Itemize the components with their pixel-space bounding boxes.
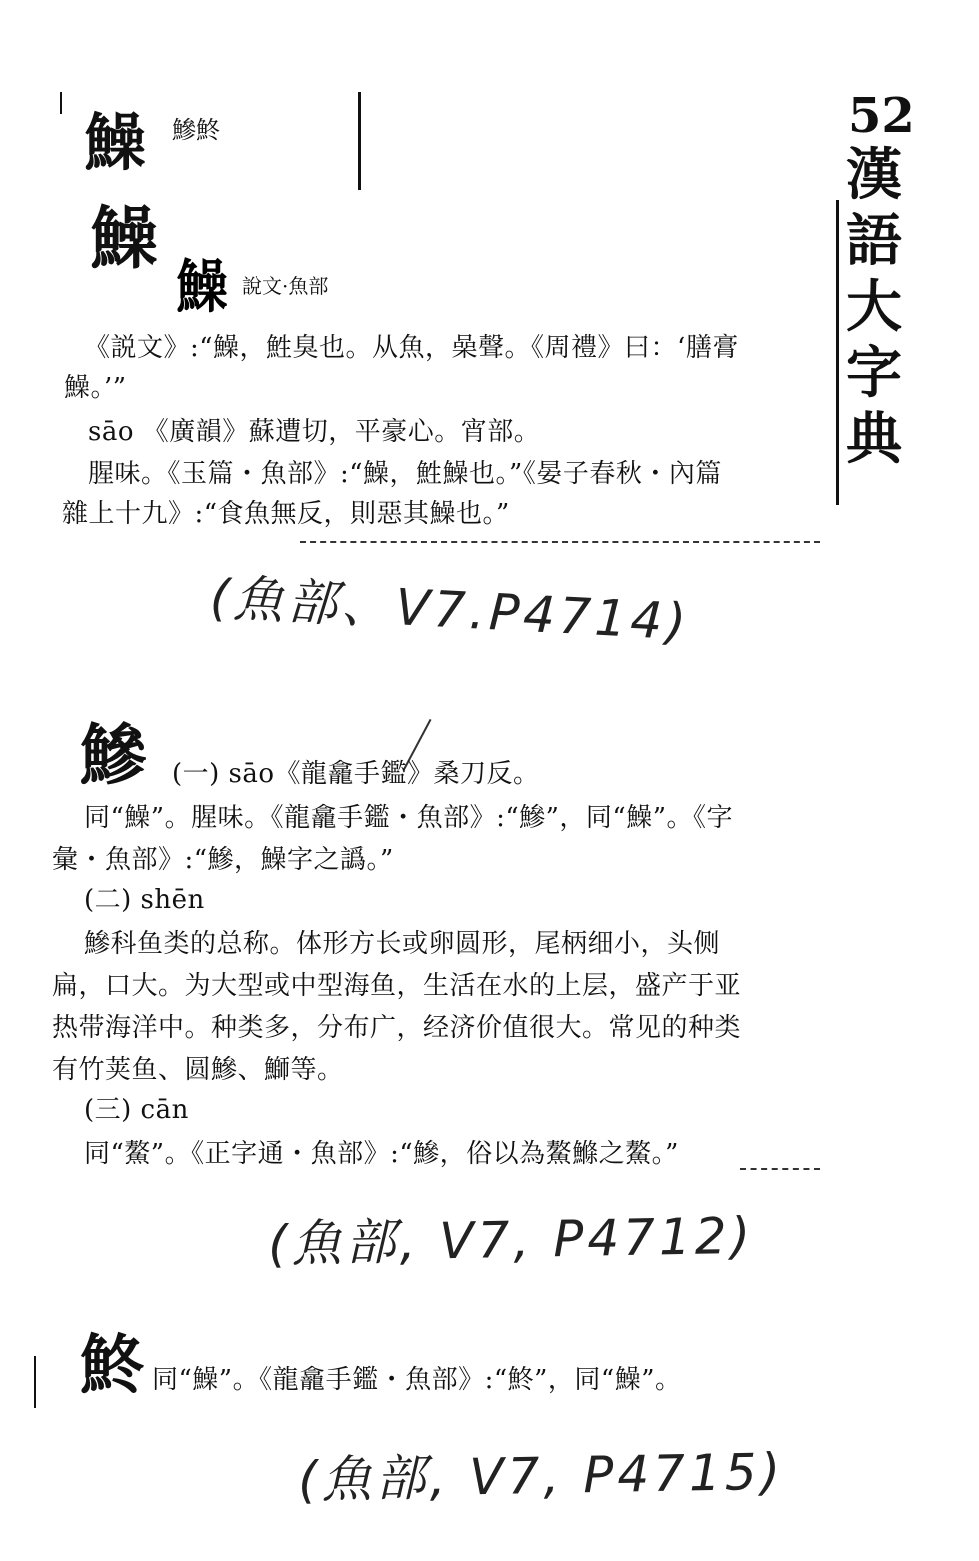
entry2-line: 彙・魚部》:“鰺，鱢字之譌。” <box>52 845 394 875</box>
dictionary-title <box>846 142 902 472</box>
entry1-line: 鱢。’” <box>64 373 127 403</box>
entry1-line: 《説文》:“鱢，鮏臭也。从魚，喿聲。《周禮》曰：‘膳膏 <box>84 333 739 363</box>
title-char: 字 <box>846 340 902 406</box>
entry1-rule <box>300 541 820 543</box>
entry2-reading3: (三) cān <box>84 1095 189 1125</box>
entry2-line: 鰺科鱼类的总称。体形方长或卵圆形，尾柄细小，头侧 <box>84 929 721 959</box>
entry2-line: 有竹荚鱼、圆鰺、鰤等。 <box>52 1055 344 1085</box>
ref-box-right-line <box>358 92 361 190</box>
entry2-rule <box>740 1168 820 1170</box>
entry2-line: 同“鰲”。《正字通・魚部》:“鰺，俗以為鰲鰷之鰲。” <box>84 1139 679 1169</box>
ref-variants: 鰺鮗 <box>172 116 220 144</box>
entry3-head-char: 鮗 <box>80 1328 144 1403</box>
title-char: 典 <box>846 406 902 472</box>
entry3-margin-line <box>34 1356 36 1408</box>
entry2-line: 扁，口大。为大型或中型海鱼，生活在水的上层，盛产于亚 <box>52 971 742 1001</box>
entry1-head-char: 鱢 <box>90 199 159 279</box>
title-divider <box>836 200 839 505</box>
entry3-text: 同“鱢”。《龍龕手鑑・魚部》:“鮗”，同“鱢”。 <box>152 1365 682 1395</box>
entry1-seal-char: 鱢 <box>176 253 229 321</box>
entry1-handwritten-note: (魚部、V7.P4714) <box>208 568 692 652</box>
entry3-handwritten-note: (魚部, V7, P4715) <box>297 1442 785 1510</box>
entry2-reading2: (二) shēn <box>84 885 205 915</box>
entry1-seal-source: 說文·魚部 <box>242 274 329 298</box>
entry1-line: 雜上十九》:“食魚無反，則惡其鱢也。” <box>62 499 510 529</box>
entry2-line: 热带海洋中。种类多，分布广，经济价值很大。常见的种类 <box>52 1013 742 1043</box>
title-char: 語 <box>846 208 902 274</box>
entry2-handwritten-note: (魚部, V7, P4712) <box>267 1206 755 1274</box>
ref-head-char: 鱢 <box>84 106 147 179</box>
entry1-line: sāo 《廣韻》蘇遭切，平豪心。宵部。 <box>88 417 541 447</box>
volume-number: 52 <box>848 88 915 144</box>
ref-box-left-line <box>60 92 62 114</box>
entry2-reading1: (一) sāo《龍龕手鑑》桑刀反。 <box>172 759 540 789</box>
title-char: 大 <box>846 274 902 340</box>
entry1-line: 腥味。《玉篇・魚部》:“鱢，鮏鱢也。”《晏子春秋・內篇 <box>88 459 722 489</box>
entry2-head-char: 鰺 <box>80 716 146 794</box>
title-char: 漢 <box>846 142 902 208</box>
entry2-line: 同“鱢”。腥味。《龍龕手鑑・魚部》:“鰺”，同“鱢”。《字 <box>84 803 734 833</box>
